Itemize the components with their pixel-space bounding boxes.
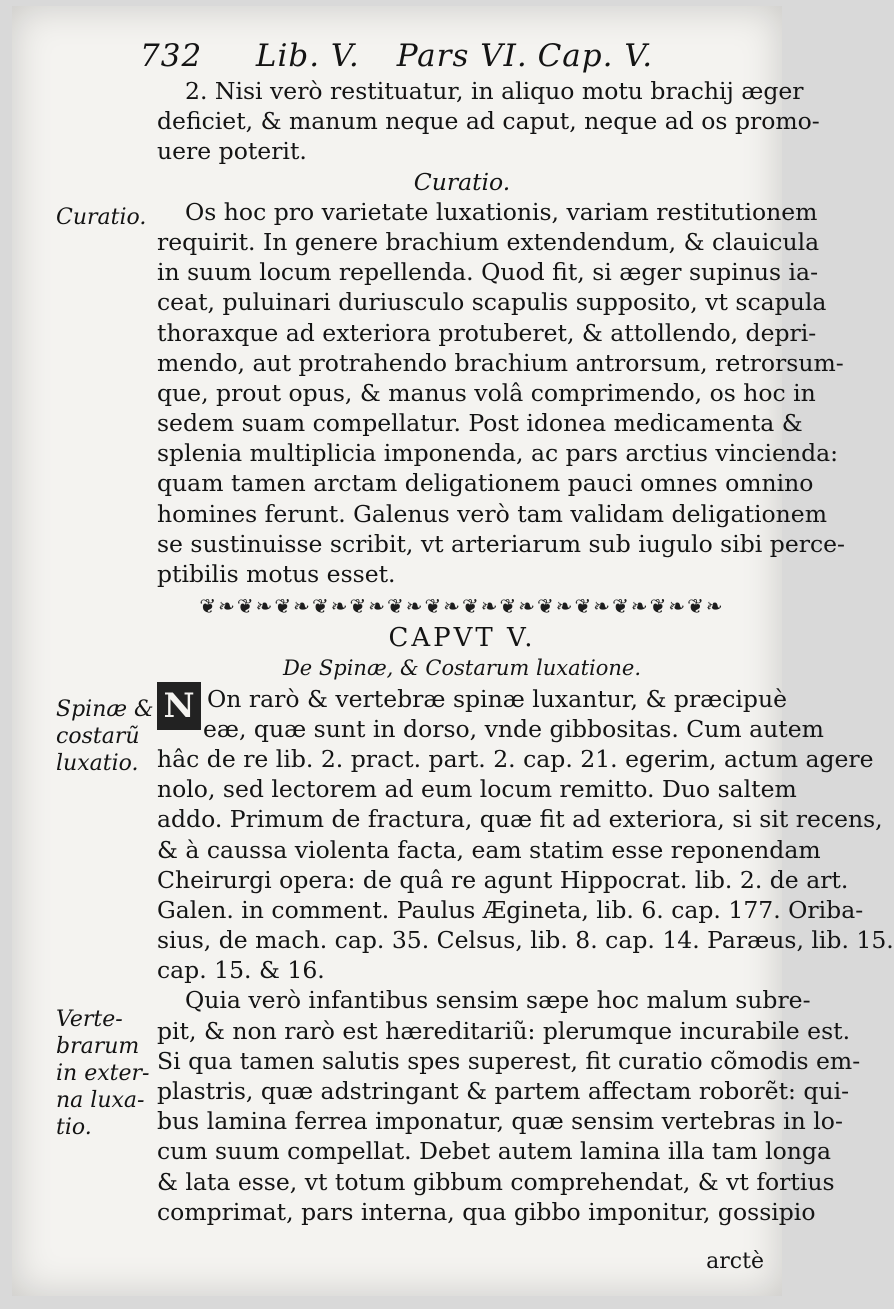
part-label: Pars VI. bbox=[396, 38, 528, 74]
margin-note-line: brarum bbox=[56, 1034, 140, 1059]
text-line: Os hoc pro varietate luxationis, variam restitutionem bbox=[185, 197, 818, 226]
text-span: On rarò & vertebræ spinæ luxantur, & præcipuè bbox=[207, 684, 788, 713]
text-line: comprimat, pars interna, qua gibbo imponitur, gossipio bbox=[157, 1197, 816, 1226]
text-line: requirit. In genere brachium extendendum, & clauicula bbox=[157, 227, 820, 256]
text-line: & lata esse, vt totum gibbum comprehendat, & vt fortius bbox=[157, 1167, 835, 1196]
text-line: ceat, puluinari duriusculo scapulis supposito, vt scapula bbox=[157, 288, 827, 317]
text-line: se sustinuisse scribit, vt arteriarum sub iugulo sibi perce- bbox=[157, 529, 845, 558]
text-line: thoraxque ad exteriora protuberet, & attollendo, depri- bbox=[157, 318, 817, 347]
text-line: & à caussa violenta facta, eam statim esse reponendam bbox=[157, 835, 821, 864]
dropcap: N bbox=[157, 682, 201, 730]
book-page bbox=[12, 6, 894, 1296]
text-line: splenia multiplicia imponenda, ac pars arctius vincienda: bbox=[157, 439, 839, 468]
text-line: ptibilis motus esset. bbox=[157, 560, 396, 588]
text-line: addo. Primum de fractura, quæ fit ad exteriora, si sit recens, bbox=[157, 805, 883, 834]
margin-note-curatio bbox=[56, 204, 156, 231]
text-line: in suum locum repellenda. Quod fit, si æger supinus ia- bbox=[157, 258, 819, 287]
margin-note-line: luxatio. bbox=[56, 751, 139, 776]
text-line: eæ, quæ sunt in dorso, vnde gibbositas. Cum autem bbox=[203, 714, 824, 743]
text-line bbox=[157, 684, 788, 726]
text-line: uere poterit. bbox=[157, 137, 307, 166]
chapter-heading: CAPVT V. bbox=[388, 623, 536, 654]
book-label: Lib. V. bbox=[255, 38, 360, 74]
text-line: 2. Nisi verò restituatur, in aliquo motu brachij æger bbox=[185, 77, 804, 105]
text-line: Si qua tamen salutis spes superest, fit curatio cõmodis em- bbox=[157, 1046, 861, 1075]
margin-note-line: na luxa- bbox=[56, 1088, 145, 1113]
text-line: sius, de mach. cap. 35. Celsus, lib. 8. cap. 14. Paræus, lib. 15. bbox=[157, 926, 894, 955]
text-line: hâc de re lib. 2. pract. part. 2. cap. 21. egerim, actum agere bbox=[157, 744, 874, 773]
margin-note-line: in exter- bbox=[56, 1061, 150, 1086]
text-line: homines ferunt. Galenus verò tam validam deligationem bbox=[157, 499, 827, 528]
margin-note-line: Spinæ & bbox=[56, 697, 154, 722]
text-line: deficiet, & manum neque ad caput, neque ad os promo- bbox=[157, 107, 820, 136]
margin-note-line: costarũ bbox=[56, 724, 140, 749]
text-line: pit, & non rarò est hæreditariũ: plerumque incurabile est. bbox=[157, 1016, 851, 1045]
margin-note-vertebrarum bbox=[56, 1006, 156, 1141]
text-line: Galen. in comment. Paulus Ægineta, lib. 6. cap. 177. Oriba- bbox=[157, 895, 864, 924]
chapter-subtitle: De Spinæ, & Costarum luxatione. bbox=[282, 656, 642, 681]
text-line: que, prout opus, & manus volâ comprimendo, os hoc in bbox=[157, 378, 816, 407]
text-line: cap. 15. & 16. bbox=[157, 956, 325, 985]
margin-note-line: Curatio. bbox=[56, 205, 147, 230]
text-line: cum suum compellat. Debet autem lamina illa tam longa bbox=[157, 1137, 831, 1166]
margin-note-spinae bbox=[56, 696, 156, 777]
main-text bbox=[157, 76, 894, 1227]
decorative-border: ❦❧❦❧❦❧❦❧❦❧❦❧❦❧❦❧❦❧❦❧❦❧❦❧❦❧❦❧ bbox=[199, 594, 725, 619]
section-title: Curatio. bbox=[413, 167, 511, 196]
text-line: sedem suam compellatur. Post idonea medicamenta & bbox=[157, 409, 803, 438]
text-line: bus lamina ferrea imponatur, quæ sensim vertebras in lo- bbox=[157, 1107, 843, 1136]
text-line: mendo, aut protrahendo brachium antrorsum, retrorsum- bbox=[157, 348, 844, 377]
catchword: arctè bbox=[706, 1249, 764, 1274]
text-line: nolo, sed lectorem ad eum locum remitto. Duo saltem bbox=[157, 775, 797, 804]
text-line: Cheirurgi opera: de quâ re agunt Hippocrat. lib. 2. de art. bbox=[157, 865, 849, 894]
margin-note-line: tio. bbox=[56, 1115, 92, 1140]
running-header bbox=[140, 38, 653, 74]
chapter-label: Cap. V. bbox=[537, 38, 654, 74]
margin-note-line: Verte- bbox=[56, 1007, 123, 1032]
text-line: Quia verò infantibus sensim sæpe hoc malum subre- bbox=[185, 986, 811, 1015]
text-line: plastris, quæ adstringant & partem affectam roborẽt: qui- bbox=[157, 1077, 850, 1105]
page-number: 732 bbox=[140, 38, 203, 74]
text-line: quam tamen arctam deligationem pauci omnes omnino bbox=[157, 469, 814, 498]
